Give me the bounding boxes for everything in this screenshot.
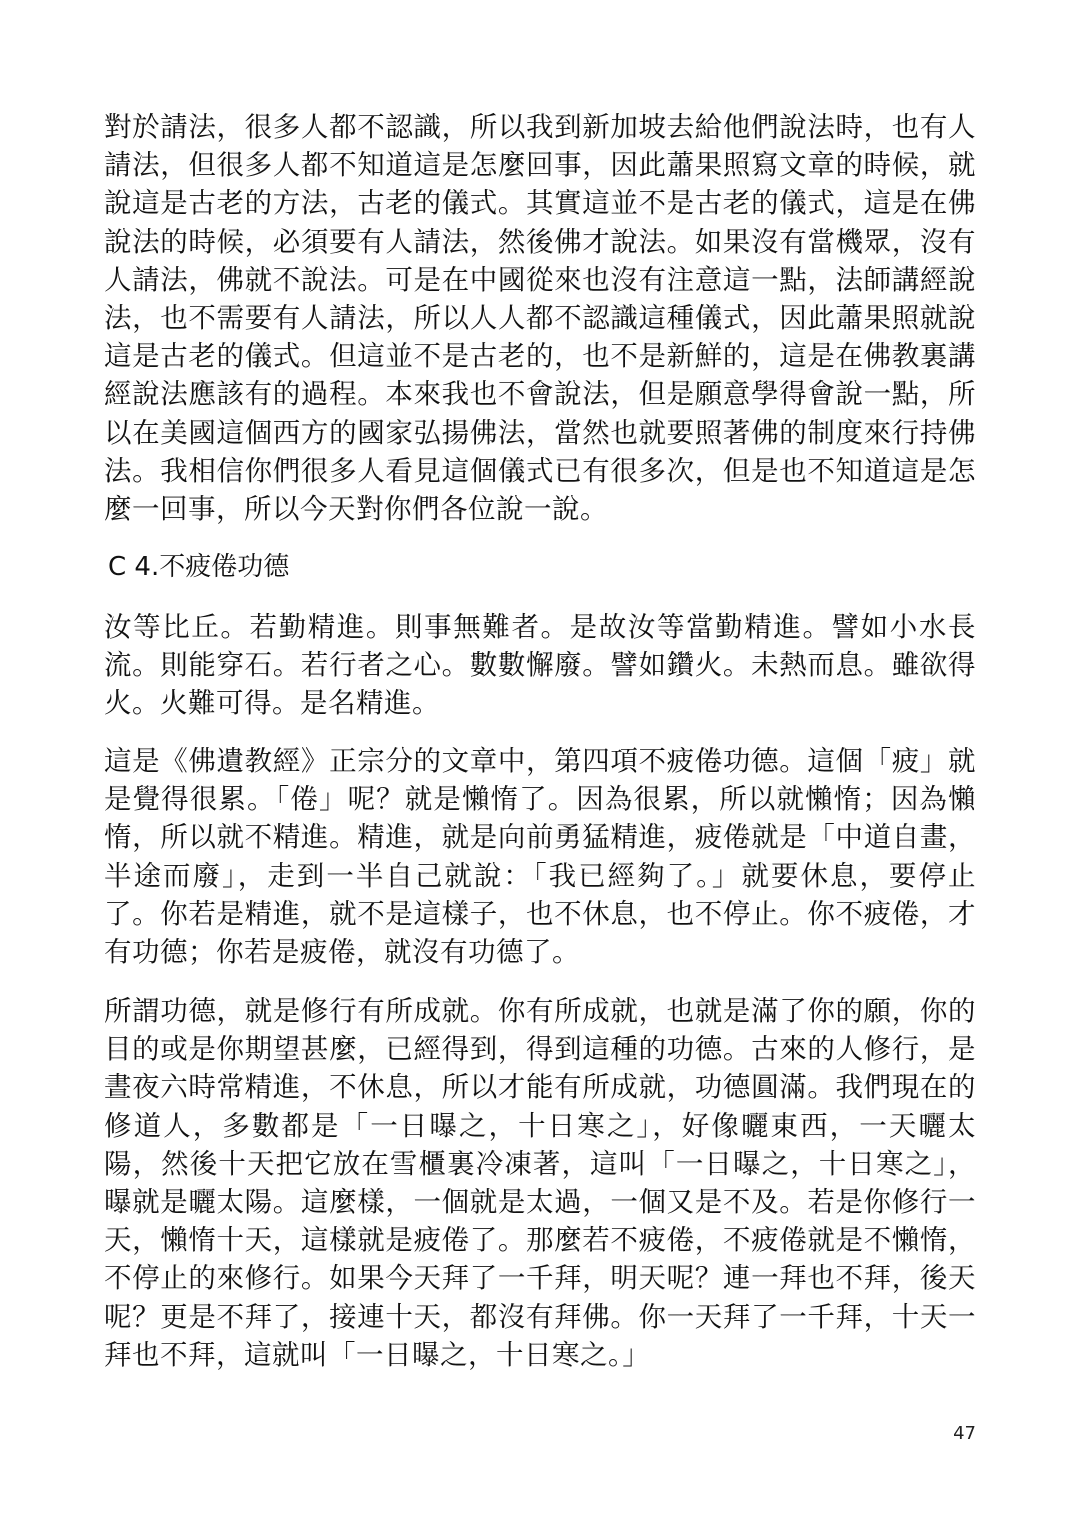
page-number: 47	[953, 1423, 976, 1444]
intro-paragraph: 對於請法，很多人都不認識，所以我到新加坡去給他們說法時，也有人請法，但很多人都不知道這是怎麼回事，因此蕭果照寫文章的時候，就說這是古老的方法，古老的儀式。其實這並不是古老的儀式，這是在佛說法的時候，必須要有人請法，然後佛才說法。如果沒有當機眾，沒有人請法，佛就不說法。可是在中國從來也沒有注意這一點，法師講經說法，也不需要有人請法，所以人人都不認識這種儀式，因此蕭果照就說這是古老的儀式。但這並不是古老的，也不是新鮮的，這是在佛教裏講經說法應該有的過程。本來我也不會說法，但是願意學得會說一點，所以在美國這個西方的國家弘揚佛法，當然也就要照著佛的制度來行持佛法。我相信你們很多人看見這個儀式已有很多次，但是也不知道這是怎麼一回事，所以今天對你們各位說一說。	[104, 111, 976, 526]
sutra-quote-paragraph: 汝等比丘。若勤精進。則事無難者。是故汝等當勤精進。譬如小水長流。則能穿石。若行者之心。數數懈廢。譬如鑽火。未熱而息。雖欲得火。火難可得。是名精進。	[104, 611, 976, 720]
commentary-paragraph-1: 這是《佛遺教經》正宗分的文章中，第四項不疲倦功德。這個「疲」就是覺得很累。「倦」呢？就是懶惰了。因為很累，所以就懶惰；因為懶惰，所以就不精進。精進，就是向前勇猛精進，疲倦就是「中道自畫，半途而廢」，走到一半自己就說：「我已經夠了。」就要休息，要停止了。你若是精進，就不是這樣子，也不休息，也不停止。你不疲倦，才有功德；你若是疲倦，就沒有功德了。	[104, 745, 976, 969]
commentary-paragraph-2: 所謂功德，就是修行有所成就。你有所成就，也就是滿了你的願，你的目的或是你期望甚麼，已經得到，得到這種的功德。古來的人修行，是晝夜六時常精進，不休息，所以才能有所成就，功德圓滿。我們現在的修道人，多數都是「一日曝之，十日寒之」，好像曬東西，一天曬太陽，然後十天把它放在雪櫃裏冷凍著，這叫「一日曝之，十日寒之」，曝就是曬太陽。這麼樣，一個就是太過，一個又是不及。若是你修行一天，懶惰十天，這樣就是疲倦了。那麼若不疲倦，不疲倦就是不懶惰，不停止的來修行。如果今天拜了一千拜，明天呢？連一拜也不拜，後天呢？更是不拜了，接連十天，都沒有拜佛。你一天拜了一千拜，十天一拜也不拜，這就叫「一日曝之，十日寒之。」	[104, 995, 976, 1371]
section-heading: C 4.不疲倦功德	[108, 552, 290, 582]
